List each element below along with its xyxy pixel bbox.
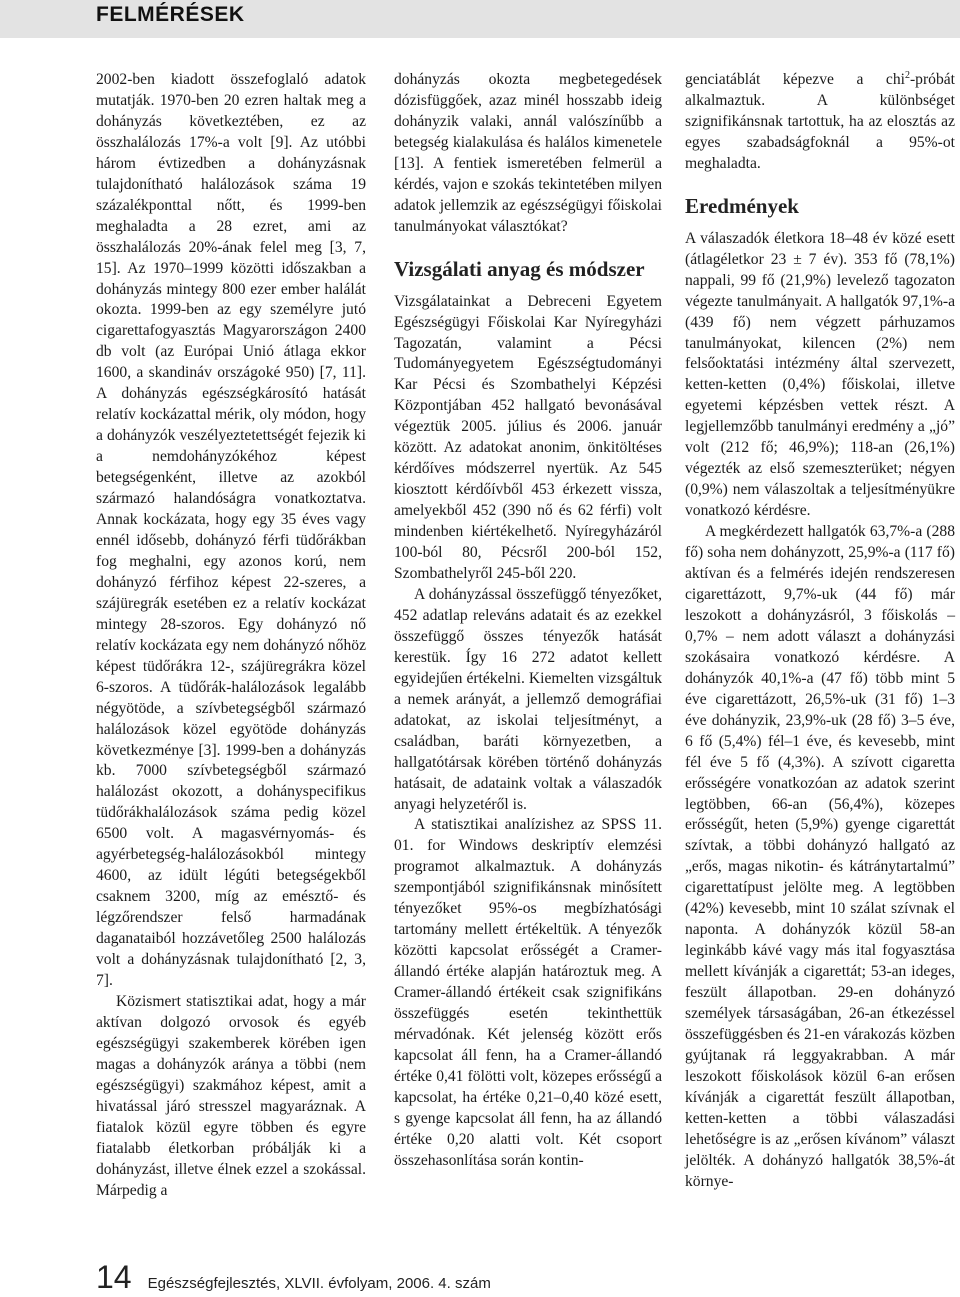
body-paragraph: Közismert statisztikai adat, hogy a már aktívan dolgozó orvosok és egyéb egészségügyi szakemberek körében igen magas a dohányzók aránya a többi (nem egészségügyi) szakmához képest, amit a hivatással járó stresszel magyaráznak. A fiatalok közül egyre többen és egyre fiatalabb életkorban próbálják ki a dohányzást, illetve élnek ezzel a szokással. Márpedig a [96, 992, 366, 1199]
section-label: FELMÉRÉSEK [96, 3, 245, 26]
text-fragment: -próbát alkalmaztuk. A különbséget szignifikánsnak tartottuk, ha az elosztás az egyes szabadságfoknál a 95%-ot meghaladta. [685, 71, 955, 172]
section-heading-results: Eredmények [685, 193, 799, 218]
body-paragraph: A statisztikai analízishez az SPSS 11. 01. for Windows deskriptív elemzési programot alkalmaztuk. A dohányzás szempontjából szignifikánsnak minősített tényezőket 95%-os megbízhatósági tartomány mellett értékeltük. A tényezők közötti kapcsolat erősségét a Cramer-állandó értéke alapján határoztuk meg. A Cramer-állandó értékeit csak szignifikáns összefüggés esetén tekinthettük mérvadónak. Két jelenség között erős kapcsolat áll fenn, ha a Cramer-állandó értéke 0,41 fölötti volt, közepes erősségű a kapcsolat, ha értéke 0,21–0,40 közé esett, s gyenge kapcsolat áll fenn, ha az állandó értéke 0,20 alatti volt. Két csoport összehasonlítása során kontin- [394, 816, 662, 1169]
text-fragment: genciatáblát képezve a chi [685, 71, 905, 88]
body-paragraph: 2002-ben kiadott összefoglaló adatok mutatják. 1970-ben 20 ezren haltak meg a dohányzás következtében, ez az összhalálozás 17%-a volt [9]. Az utóbbi három évtizedben a dohányzásnak tulajdonítható halálozások száma 19 százalékponttal nőtt, és 1999-ben meghaladta a 28 ezret, ami az összhalálozás 20%-ának felel meg [3, 7, 15]. Az 1970–1999 közötti időszakban a dohányzás mintegy 800 ezer ember halálát okozta. 1999-ben az egy személyre jutó cigarettafogyasztás Magyarországon 2400 db volt (az Európai Unió átlaga ekkor 1600, a skandináv országoké 950) [7, 11]. A dohányzás egészségkárosító hatását relatív kockázattal mérik, oly módon, hogy a dohányzók veszélyeztetettségét fejezik ki a nemdohányzókéhoz képest betegségenként, illetve az azokból származó halandóságra vonatkoztatva. Annak kockázata, hogy egy 35 éves vagy ennél idősebb, dohányzó férfi tüdőrákban fog meghalni, egy azonos korú, nem dohányzó férfihoz képest 22-szeres, a szájüregrák esetében ez a relatív kockázat mintegy 28-szoros. Egy dohányzó nő relatív kockázata egy nem dohányzó nőhöz képest tüdőrákra 12-, szájüregrákra közel 6-szoros. A tüdőrák-halálozások legalább négyötöde, a szívbetegségből származó halálozások közel egyötöde dohányzás következménye [3]. 1999-ben a dohányzás kb. 7000 szívbetegségből származó halálozást okozott, a dohányspecifikus tüdőrákhalálozások száma pedig közel 6500 volt. A magasvérnyomás- és agyérbetegség-halálozásokból mintegy 4600, az idült légúti betegségekből csaknem 3200, míg az emésztő- és légzőrendszer felső harmadának daganataiból hozzávetőleg 2500 halálozás volt a dohányzásnak tulajdonítható [2, 3, 7]. [96, 71, 366, 989]
body-paragraph [685, 70, 955, 175]
journal-citation: Egészségfejlesztés, XLVII. évfolyam, 2006. 4. szám [147, 1275, 491, 1292]
text-column-1 [96, 70, 366, 1201]
text-column-3 [685, 70, 955, 1193]
text-column-2 [394, 70, 662, 1172]
body-paragraph: A megkérdezett hallgatók 63,7%-a (288 fő) soha nem dohányzott, 25,9%-a (117 fő) aktívan és a felmérés idején rendszeresen cigarettázott, 9,7%-uk (44 fő) már leszokott a dohányzásról, 3 főiskolás – 0,7% – nem adott választ a dohányzási szokásaira vonatkozó kérdésre. A dohányzók 40,1%-a (47 fő) több mint 5 éve cigarettázott, 26,5%-uk (31 fő) 1–3 éve dohányzik, 23,9%-uk (28 fő) 3–5 éve, 6 fő (5,4%) fél–1 éve, és kevesebb, mint fél éve 5 fő (4,3%). A szívott cigaretta erősségére vonatkozóan az adatok szerint legtöbben, 66-an (56,4%), közepes erősségűt, heten (5,9%) gyenge cigarettát szívtak, a többi dohányzó hallgató az „erős, magas nikotin- és kátránytartalmú” cigarettatípust jelölte meg. A legtöbben (42%) kevesebb, mint 10 szálat szívnak el naponta. A dohányzók közül 58-an leginkább kávé vagy más ital fogyasztása mellett kívánják a cigarettát; 53-an ideges, feszült állapotban. 29-en dohányzó személyek társaságában, 26-an étkezéssel összefüggésben és 21-en várakozás közben gyújtanak rá leggyakrabban. A már leszokott főiskolások közül 6-an erősen kívánják a cigarettát feszült állapotban, ketten-ketten a többi válaszadási lehetőségre is az „erősen kívánom” választ jelölték. A dohányzó hallgatók 38,5%-át környe- [685, 523, 955, 1190]
page-number: 14 [96, 1259, 132, 1295]
section-header-bar [0, 0, 960, 38]
section-heading-methods: Vizsgálati anyag és módszer [394, 256, 645, 281]
page-footer [96, 1259, 491, 1295]
body-paragraph: A dohányzással összefüggő tényezőket, 452 adatlap releváns adatait és az ezekkel összefüggő összes tényezők hatását kerestük. Így 16 272 adatot kellett egyidejűen értékelni. Kiemelten vizsgáltuk a nemek arányát, a jellemző demográfiai adatokat, az iskolai teljesítményt, a családban, baráti környezetben, a hallgatótársak körében történő dohányzás hatásait, de adataink voltak a válaszadók anyagi helyzetéről is. [394, 585, 662, 813]
body-paragraph: A válaszadók életkora 18–48 év közé esett (átlagéletkor 23 ± 7 év). 353 fő (78,1%) nappali, 99 fő (21,9%) levelező tagozaton végezte tanulmányait. A hallgatók 97,1%-a (439 fő) nem végzett párhuzamos tanulmányokat, kilencen (2%) nem felsőoktatási intézmény által szervezett, ketten-ketten (0,4%) főiskolai, illetve egyetemi képzésben vettek részt. A legjellemzőbb tanulmányi eredmény a „jó” volt (212 fő; 46,9%); 118-an (26,1%) végezték az első szemeszterüket; négyen (0,9%) nem válaszoltak a teljesítményükre vonatkozó kérdésre. [685, 229, 955, 520]
body-paragraph: dohányzás okozta megbetegedések dózisfüggőek, azaz minél hosszabb ideig dohányzik valaki, annál valószínűbb a betegség kialakulása és halálos kimenetele [13]. A fentiek ismeretében felmerül a kérdés, vajon e szokás tekintetében milyen adatok jellemzik az egészségügyi főiskolai tanulmányokat választókat? [394, 71, 662, 235]
body-paragraph: Vizsgálatainkat a Debreceni Egyetem Egészségügyi Főiskolai Kar Nyíregyházi Tagozatán, valamint a Pécsi Tudományegyetem Egészségtudományi Kar Pécsi és Szombathelyi Képzési Központjában 452 hallgató bevonásával végeztük 2005. július és 2006. január között. Az adatokat anonim, önkitöltéses kérdőíves módszerrel nyertük. Az 545 kiosztott kérdőívből 453 érkezett vissza, amelyekből 452 (390 nő és 62 férfi) volt mindenben kiértékelhető. Nyíregyházáról 100-ból 80, Pécsről 200-ból 152, Szombathelyről 245-ből 220. [394, 292, 662, 583]
superscript: 2 [904, 69, 910, 81]
